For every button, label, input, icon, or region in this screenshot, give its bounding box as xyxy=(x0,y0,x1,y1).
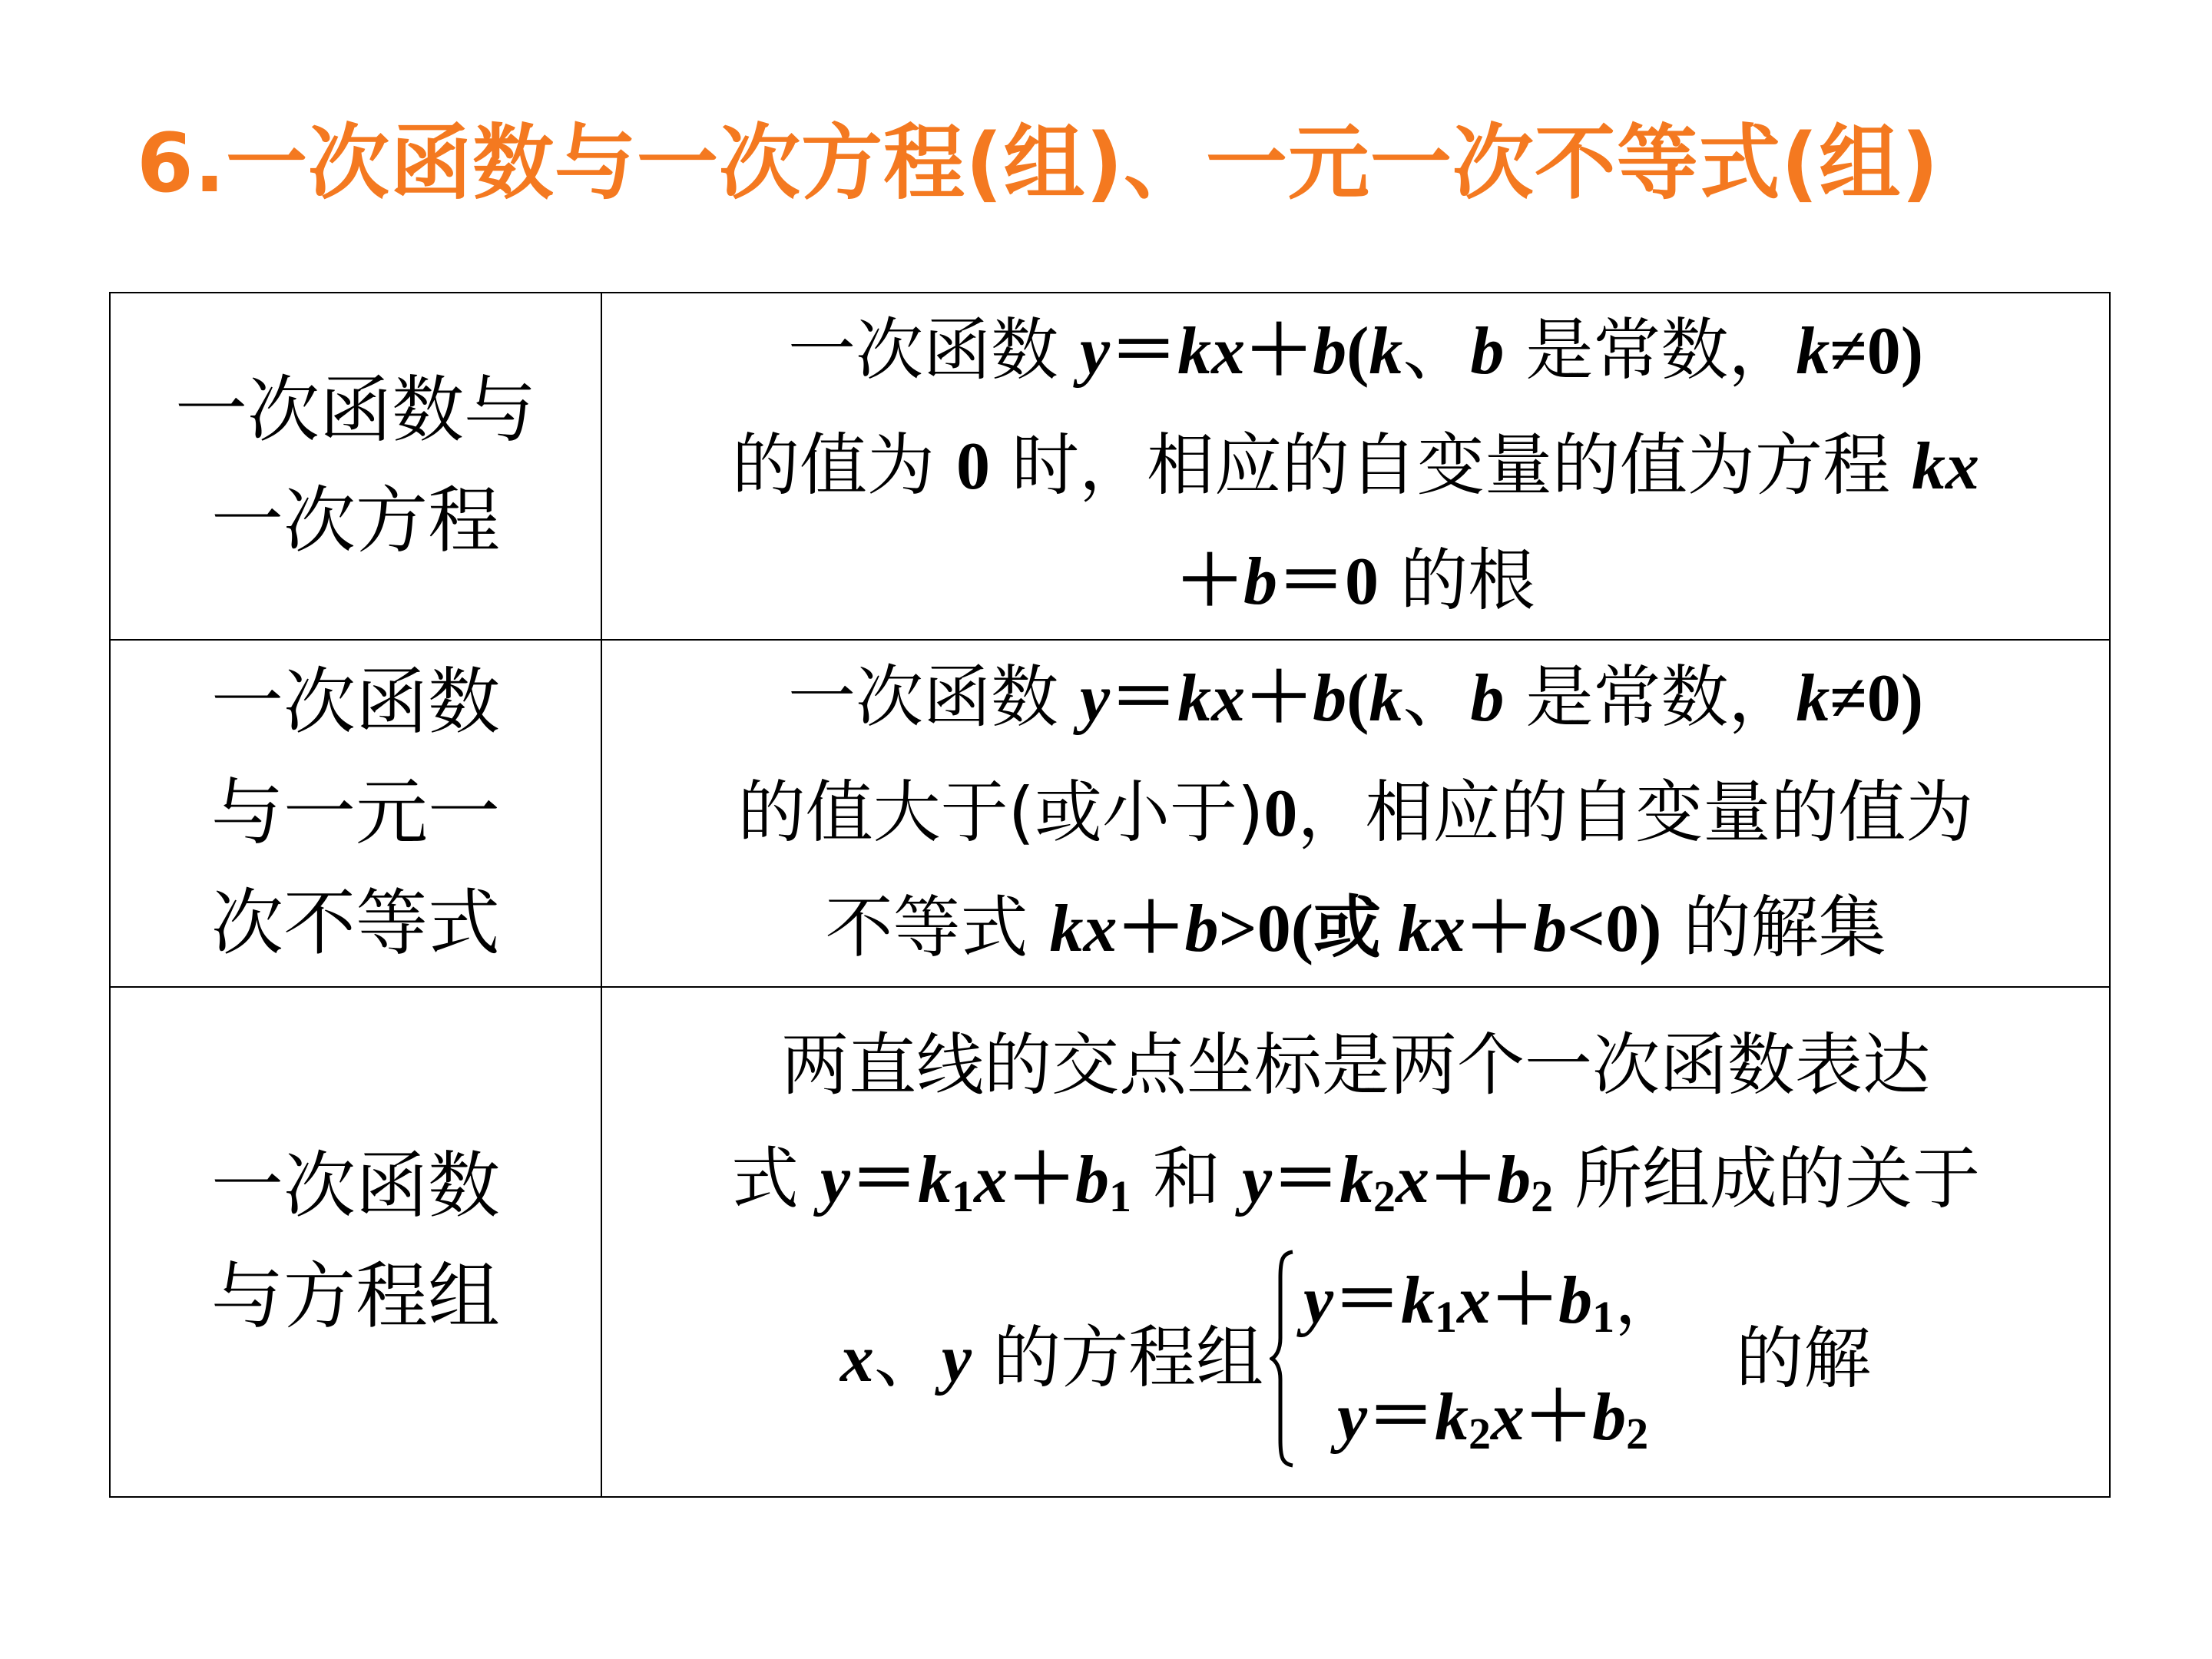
text-run: 一次函数 xyxy=(788,310,1080,389)
row-content xyxy=(601,640,2110,987)
math-var: k xyxy=(1369,314,1403,389)
content-line xyxy=(619,293,2092,409)
math-symbol: ＋ xyxy=(1465,892,1534,966)
math-var: x xyxy=(839,1322,874,1396)
math-number: 0 xyxy=(956,429,991,504)
math-var: x xyxy=(974,1143,1008,1217)
math-symbol: ≠0) xyxy=(1830,314,1923,389)
text-run: 不等式 xyxy=(825,888,1050,967)
math-subscript: 2 xyxy=(1531,1171,1554,1221)
math-var: kx xyxy=(1911,429,1979,504)
math-var: b xyxy=(1497,1143,1532,1217)
math-var: y xyxy=(1241,1143,1273,1217)
text-run: 一次函数 xyxy=(788,657,1080,737)
math-var: b xyxy=(1592,1380,1627,1455)
math-symbol: ＝ xyxy=(1367,1380,1435,1455)
equation-list xyxy=(1303,1242,1682,1475)
math-symbol: ＝ xyxy=(1110,661,1178,736)
math-symbol: ＋ xyxy=(1175,545,1243,619)
text-run: 时，相应的自变量的值为方程 xyxy=(990,426,1912,505)
math-var: y xyxy=(1079,314,1111,389)
text-run: 的根 xyxy=(1379,541,1535,620)
math-var: y xyxy=(941,1322,972,1396)
math-var: b xyxy=(1184,892,1219,966)
math-symbol: ＋ xyxy=(1429,1143,1498,1217)
math-subscript: 2 xyxy=(1469,1409,1492,1459)
math-var: b xyxy=(1075,1143,1110,1217)
text-run: 的值大于(或小于) xyxy=(737,773,1264,852)
math-var: k xyxy=(1435,1380,1469,1455)
math-var: k xyxy=(1796,314,1830,389)
equation-1 xyxy=(1303,1242,1682,1359)
math-symbol: >0(或 xyxy=(1218,892,1398,966)
math-var: x xyxy=(1491,1380,1525,1455)
math-var: y xyxy=(1303,1263,1334,1338)
math-var: kx xyxy=(1398,892,1465,966)
row-heading-line: 一次函数与 xyxy=(174,369,536,452)
math-subscript: 1 xyxy=(1109,1171,1132,1221)
row-heading-line: 一次函数 xyxy=(210,1144,500,1228)
math-var: b xyxy=(1470,661,1505,736)
page-title: 6.一次函数与一次方程(组)、一元一次不等式(组) xyxy=(137,116,1939,210)
content-line xyxy=(619,1122,2092,1237)
equation-system-line xyxy=(619,1242,2092,1475)
content-line xyxy=(619,524,2092,639)
math-var: kx xyxy=(1177,314,1246,389)
math-symbol: ＋ xyxy=(1245,661,1313,736)
math-symbol: ( xyxy=(1346,314,1369,389)
text-run: 是常数， xyxy=(1504,657,1796,737)
math-var: k xyxy=(1369,661,1403,736)
math-symbol: ＝0 xyxy=(1277,545,1379,619)
text-run: 的方程组 xyxy=(971,1318,1263,1397)
comparison-table xyxy=(109,292,2111,1498)
system-prefix xyxy=(840,1301,1263,1416)
math-symbol: ≠0) xyxy=(1830,661,1923,736)
math-var: y xyxy=(820,1143,850,1217)
text-run: 、 xyxy=(873,1318,942,1397)
math-symbol: ＝ xyxy=(849,1143,918,1217)
content-line xyxy=(619,409,2092,524)
row-heading xyxy=(110,293,601,640)
text-run: 和 xyxy=(1131,1139,1242,1218)
math-var: b xyxy=(1313,661,1347,736)
text-run: 、 xyxy=(1402,657,1471,737)
text-run: 的值为 xyxy=(732,426,957,505)
row-heading-line: 与方程组 xyxy=(210,1255,500,1339)
text-run: 式 xyxy=(730,1139,820,1218)
system-suffix: 的解 xyxy=(1736,1319,1872,1398)
math-symbol: ＋ xyxy=(1525,1380,1593,1455)
math-var: b xyxy=(1533,892,1568,966)
math-var: k xyxy=(1401,1263,1435,1338)
math-symbol: ＝ xyxy=(1272,1143,1340,1217)
math-symbol: ( xyxy=(1346,661,1369,736)
math-symbol: ＝ xyxy=(1110,314,1178,389)
math-var: y xyxy=(1336,1380,1368,1455)
row-content xyxy=(601,293,2110,640)
content-line xyxy=(619,756,2092,871)
table-row xyxy=(110,640,2110,987)
math-var: k xyxy=(1339,1143,1374,1217)
table-row xyxy=(110,293,2110,640)
math-symbol: ＋ xyxy=(1117,892,1185,966)
text-run: 的解集 xyxy=(1661,888,1886,967)
math-var: y xyxy=(1079,661,1111,736)
math-var: k xyxy=(1796,661,1830,736)
math-var: kx xyxy=(1049,892,1118,966)
row-heading-line: 一次方程 xyxy=(210,479,500,563)
left-brace xyxy=(1270,1247,1296,1470)
math-symbol: <0) xyxy=(1567,892,1662,966)
row-heading-line: 与一元一 xyxy=(210,771,500,855)
content-line: 两直线的交点坐标是两个一次函数表达 xyxy=(780,1025,1930,1104)
row-heading-line: 次不等式 xyxy=(210,882,500,965)
text-run: 是常数， xyxy=(1504,310,1796,389)
content-line xyxy=(619,641,2092,756)
math-var: x xyxy=(1396,1143,1430,1217)
math-symbol: ＝ xyxy=(1333,1263,1402,1338)
row-content xyxy=(601,987,2110,1497)
math-var: kx xyxy=(1177,661,1246,736)
math-var: b xyxy=(1470,314,1505,389)
math-subscript: 2 xyxy=(1373,1171,1396,1221)
text-run: ，相应的自变量的值为 xyxy=(1297,773,1974,852)
math-var: b xyxy=(1243,545,1277,619)
math-subscript: 1 xyxy=(1592,1292,1615,1342)
math-symbol: ＋ xyxy=(1008,1143,1076,1217)
math-var: b xyxy=(1313,314,1347,389)
text-run: 、 xyxy=(1402,310,1471,389)
math-subscript: 2 xyxy=(1626,1409,1649,1459)
text-run: 所组成的关于 xyxy=(1553,1139,1981,1218)
math-var: b xyxy=(1558,1263,1593,1338)
equation-2 xyxy=(1303,1359,1682,1475)
math-var: x xyxy=(1457,1263,1492,1338)
math-subscript: 1 xyxy=(952,1171,974,1221)
row-heading xyxy=(110,640,601,987)
table-row xyxy=(110,987,2110,1497)
content-line xyxy=(619,871,2092,986)
math-symbol: ＋ xyxy=(1491,1263,1559,1338)
math-symbol: ＋ xyxy=(1245,314,1313,389)
math-number: 0 xyxy=(1263,777,1298,851)
math-var: k xyxy=(918,1143,952,1217)
math-subscript: 1 xyxy=(1435,1292,1458,1342)
row-heading xyxy=(110,987,601,1497)
row-heading-line: 一次函数 xyxy=(210,661,500,744)
text-run: ， xyxy=(1614,1260,1683,1339)
brace-icon xyxy=(1270,1247,1296,1470)
